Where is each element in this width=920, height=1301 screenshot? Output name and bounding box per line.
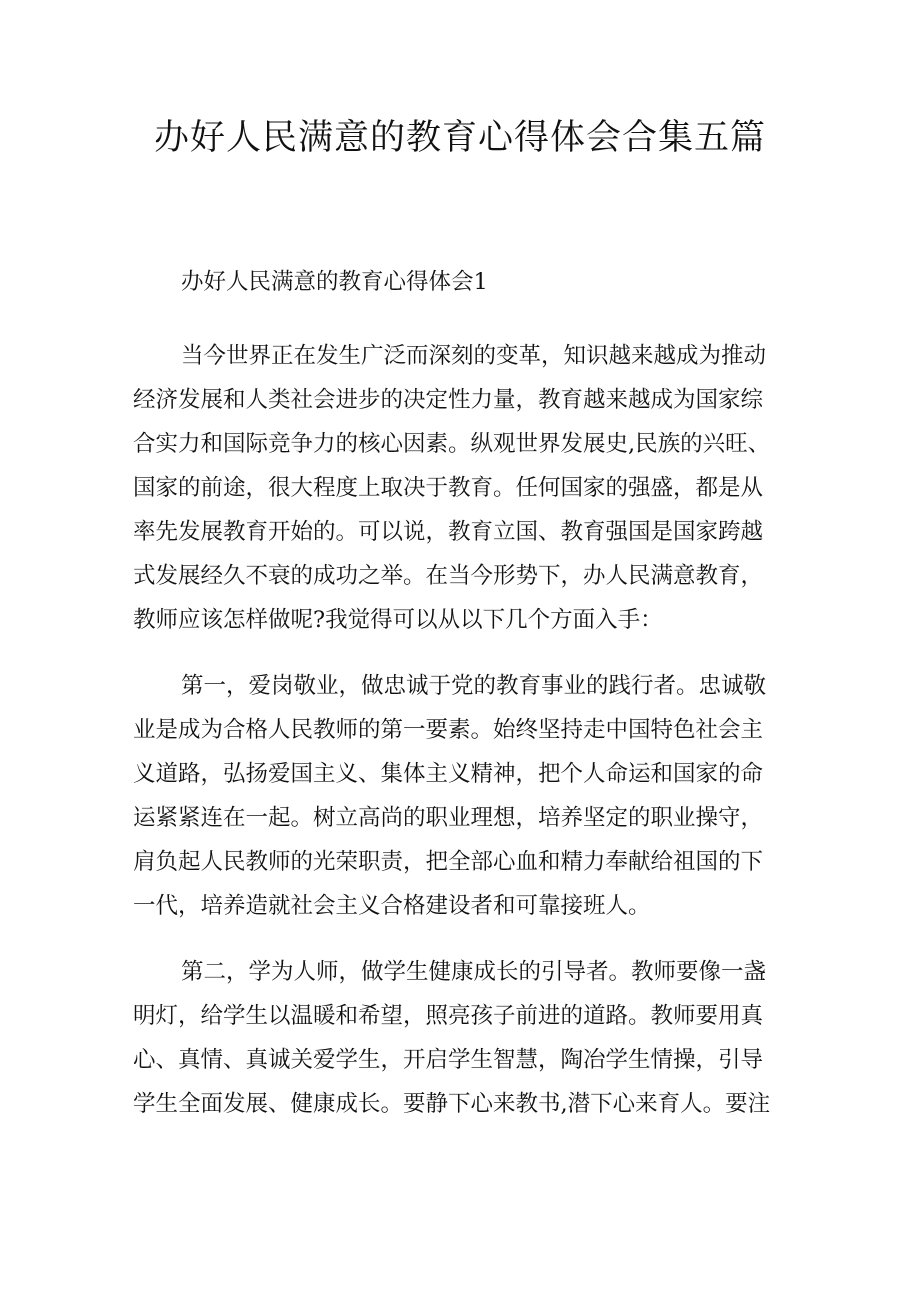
paragraph-line: 当今世界正在发生广泛而深刻的变革，知识越来越成为推动 (181, 343, 767, 369)
paragraph-line: 肩负起人民教师的光荣职责，把全部心血和精力奉献给祖国的下 (133, 849, 764, 875)
paragraph-line: 心、真情、真诚关爱学生，开启学生智慧，陶冶学生情操，引导 (133, 1047, 764, 1073)
paragraph-line: 一代，培养造就社会主义合格建设者和可靠接班人。 (133, 893, 651, 919)
document-title: 办好人民满意的教育心得体会合集五篇 (153, 118, 766, 158)
paragraph-line: 运紧紧连在一起。树立高尚的职业理想，培养坚定的职业操守， (133, 805, 764, 831)
paragraph-line: 业是成为合格人民教师的第一要素。始终坚持走中国特色社会主 (133, 717, 764, 743)
document-body (133, 260, 813, 1126)
paragraph-2 (133, 664, 813, 928)
paragraph-line: 式发展经久不衰的成功之举。在当今形势下，办人民满意教育， (133, 563, 764, 589)
paragraph-line: 明灯，给学生以温暖和希望，照亮孩子前进的道路。教师要用真 (133, 1003, 764, 1029)
paragraph-3 (133, 950, 813, 1126)
section-heading: 办好人民满意的教育心得体会1 (181, 269, 488, 295)
paragraph-line: 国家的前途，很大程度上取决于教育。任何国家的强盛，都是从 (133, 475, 764, 501)
paragraph-line: 第一，爱岗敬业，做忠诚于党的教育事业的践行者。忠诚敬 (181, 673, 767, 699)
paragraph-line: 第二，学为人师，做学生健康成长的引导者。教师要像一盏 (181, 959, 767, 985)
paragraph-line: 率先发展教育开始的。可以说，教育立国、教育强国是国家跨越 (133, 519, 764, 545)
paragraph-1 (133, 334, 813, 642)
paragraph-line: 教师应该怎样做呢?我觉得可以从以下几个方面入手： (133, 607, 663, 633)
paragraph-line: 经济发展和人类社会进步的决定性力量，教育越来越成为国家综 (133, 387, 764, 413)
paragraph-line: 义道路，弘扬爱国主义、集体主义精神，把个人命运和国家的命 (133, 761, 764, 787)
paragraph-line: 合实力和国际竞争力的核心因素。纵观世界发展史,民族的兴旺、 (133, 431, 771, 457)
paragraph-line: 学生全面发展、健康成长。要静下心来教书,潜下心来育人。要注 (133, 1091, 771, 1117)
